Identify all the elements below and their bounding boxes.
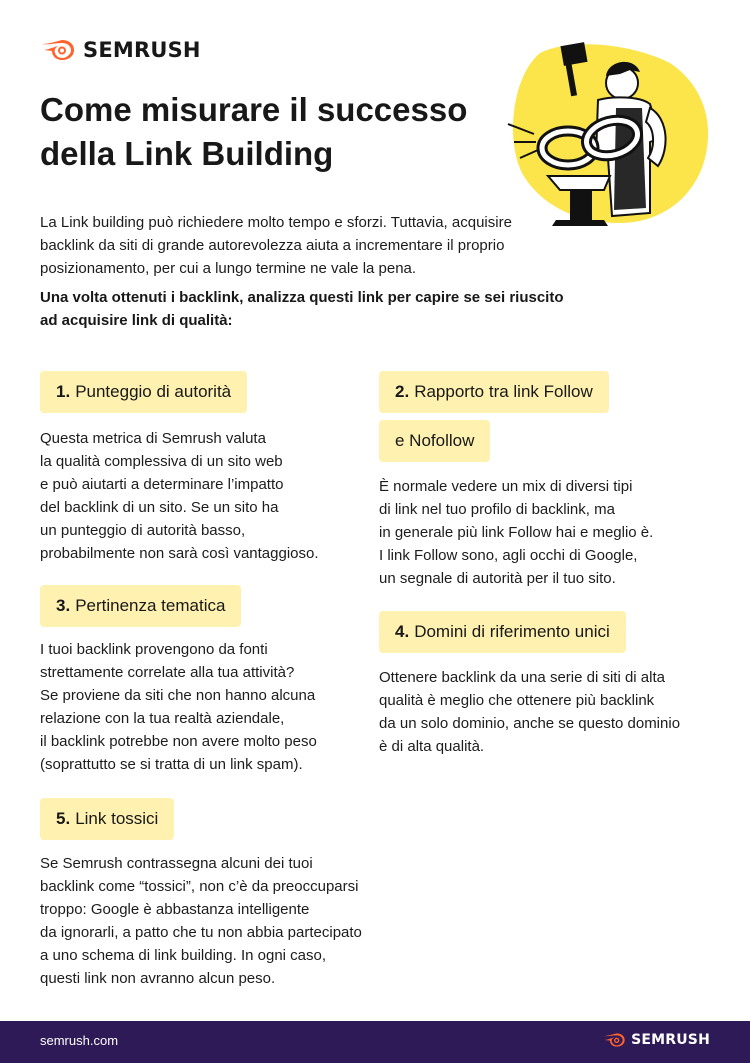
section-2-heading-cont	[379, 420, 490, 462]
page-title: Come misurare il successo della Link Building	[40, 91, 468, 172]
section-5-title: Link tossici	[75, 809, 159, 828]
section-2-title: Rapporto tra link Follow	[414, 382, 593, 401]
semrush-logo[interactable]	[40, 38, 201, 62]
section-5-body: Se Semrush contrassegna alcuni dei tuoi backlink come “tossici”, non c’è da preoccuparsi troppo: Google è abbastanza intelligente da ignorarli, a patto che tu non abbia partecipato a uno schema di link building. In ogni caso, questi link non avranno alcun peso.	[40, 855, 362, 987]
section-1-heading	[40, 371, 247, 413]
footer-flame-icon	[602, 1032, 626, 1048]
section-2-heading	[379, 371, 609, 413]
section-1-number: 1.	[56, 382, 71, 401]
footer-brand-name: SEMRUSH	[631, 1032, 710, 1048]
section-2-body: È normale vedere un mix di diversi tipi di link nel tuo profilo di backlink, ma in generale più link Follow hai e meglio è. I link Follow sono, agli occhi di Google, un segnale di autorità per il tuo sito.	[379, 478, 654, 587]
section-2-number: 2.	[395, 382, 410, 401]
brand-name: SEMRUSH	[83, 38, 201, 62]
section-3-title: Pertinenza tematica	[75, 596, 226, 615]
section-4-title: Domini di riferimento unici	[414, 622, 610, 641]
section-5-heading	[40, 798, 174, 840]
section-1-body: Questa metrica di Semrush valuta la qualità complessiva di un sito web e può aiutarti a determinare l’impatto del backlink di un sito. Se un sito ha un punteggio di autorità basso, probabilmente non sarà così vantaggioso.	[40, 430, 319, 562]
semrush-flame-icon	[40, 38, 76, 62]
section-1-title: Punteggio di autorità	[75, 382, 232, 401]
intro-bold-paragraph: Una volta ottenuti i backlink, analizza questi link per capire se sei riuscito ad acquisire link di qualità:	[40, 289, 564, 329]
footer-semrush-logo[interactable]	[602, 1032, 710, 1048]
section-3-body: I tuoi backlink provengono da fonti strettamente correlate alla tua attività? Se proviene da siti che non hanno alcuna relazione con la tua realtà aziendale, il backlink potrebbe non avere molto peso (soprattutto se si tratta di un link spam).	[40, 641, 317, 773]
section-3-heading	[40, 585, 241, 627]
section-4-heading	[379, 611, 626, 653]
section-4-number: 4.	[395, 622, 410, 641]
footer-url-link[interactable]: semrush.com	[40, 1033, 119, 1048]
section-5-number: 5.	[56, 809, 71, 828]
section-3-number: 3.	[56, 596, 71, 615]
blacksmith-illustration	[500, 38, 715, 228]
intro-paragraph: La Link building può richiedere molto tempo e sforzi. Tuttavia, acquisire backlink da siti di grande autorevolezza aiuta a incrementare il proprio posizionamento, per cui a lungo termine ne vale la pena.	[40, 214, 512, 277]
section-4-body: Ottenere backlink da una serie di siti di alta qualità è meglio che ottenere più backlink da un solo dominio, anche se questo dominio è di alta qualità.	[379, 669, 681, 755]
section-2-title-cont: e Nofollow	[395, 431, 475, 450]
footer-bar	[0, 1021, 750, 1063]
